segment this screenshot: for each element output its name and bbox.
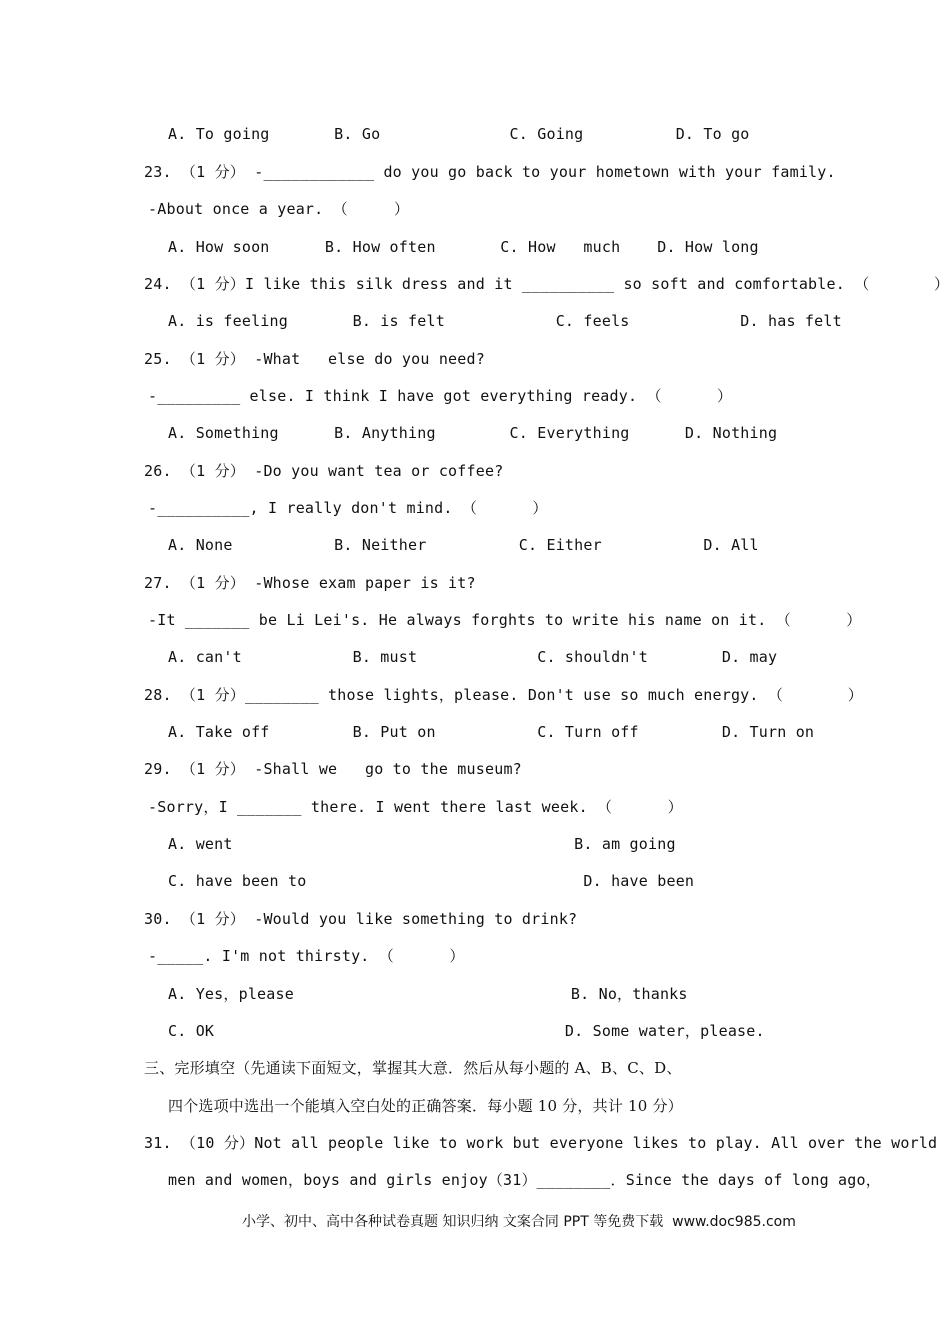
q24-stem: 24. （1 分）I like this silk dress and it __________ so soft and comfortable. （ ） [144, 275, 950, 293]
q29-stem: 29. （1 分） -Shall we go to the museum? [144, 760, 522, 778]
section3-instructions: 四个选项中选出一个能填入空白处的正确答案．每小题 10 分，共计 10 分） [168, 1097, 683, 1115]
q30-answer-line: -_____. I'm not thirsty. （ ） [148, 947, 465, 965]
q26-answer-line: -__________, I really don't mind. （ ） [148, 499, 548, 517]
q27-options: A. can't B. must C. shouldn't D. may [168, 648, 778, 666]
q28-options: A. Take off B. Put on C. Turn off D. Turn on [168, 723, 815, 741]
q25-answer-line: -_________ else. I think I have got everything ready. （ ） [148, 387, 733, 405]
q24-options: A. is feeling B. is felt C. feels D. has felt [168, 312, 842, 330]
q23-answer-line: -About once a year. （ ） [148, 200, 410, 218]
page-footer: 小学、初中、高中各种试卷真题 知识归纳 文案合同 PPT 等免费下载 www.doc985.com [242, 1214, 796, 1230]
q26-stem: 26. （1 分） -Do you want tea or coffee? [144, 462, 504, 480]
q30-options-row2: C. OK D. Some water，please. [168, 1022, 765, 1040]
q22-options: A. To going B. Go C. Going D. To go [168, 125, 750, 143]
q30-options-row1: A. Yes，please B. No，thanks [168, 985, 688, 1003]
q29-options-row2: C. have been to D. have been [168, 872, 695, 890]
q25-options: A. Something B. Anything C. Everything D. Nothing [168, 424, 778, 442]
q27-stem: 27. （1 分） -Whose exam paper is it? [144, 574, 476, 592]
q27-answer-line: -It _______ be Li Lei's. He always forghts to write his name on it. （ ） [148, 611, 862, 629]
q28-stem: 28. （1 分）________ those lights，please. Don't use so much energy. （ ） [144, 686, 863, 704]
q26-options: A. None B. Neither C. Either D. All [168, 536, 759, 554]
q25-stem: 25. （1 分） -What else do you need? [144, 350, 485, 368]
q29-options-row1: A. went B. am going [168, 835, 676, 853]
q30-stem: 30. （1 分） -Would you like something to drink? [144, 910, 578, 928]
section3-heading: 三、完形填空（先通读下面短文，掌握其大意．然后从每小题的 A、B、C、D、 [144, 1059, 682, 1077]
q23-stem: 23. （1 分） -____________ do you go back to your hometown with your family. [144, 163, 836, 181]
q23-options: A. How soon B. How often C. How much D. How long [168, 238, 759, 256]
q31-passage-line2: men and women，boys and girls enjoy（31）________．Since the days of long ago， [168, 1171, 881, 1189]
q29-answer-line: -Sorry，I _______ there. I went there last week. （ ） [148, 798, 683, 816]
q31-passage-line1: 31. （10 分）Not all people like to work but everyone likes to play. All over the world [144, 1134, 938, 1152]
